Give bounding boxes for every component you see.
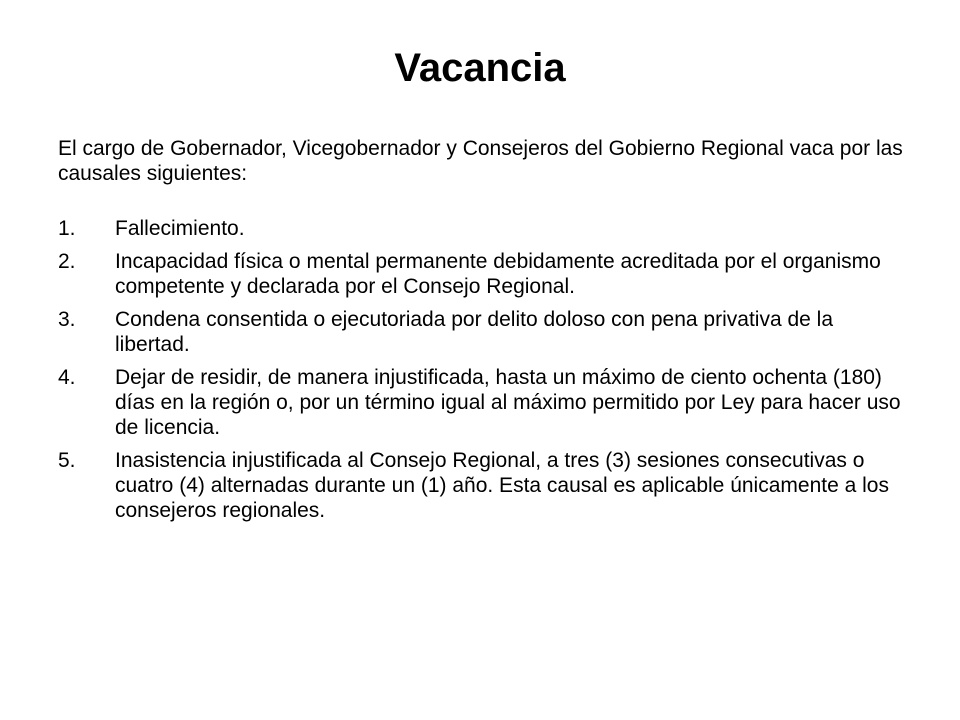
list-item-text: Condena consentida o ejecutoriada por delito doloso con pena privativa de la libertad. [115,308,833,356]
list-item [58,307,908,357]
intro-paragraph: El cargo de Gobernador, Vicegobernador y Consejeros del Gobierno Regional vaca por las causales siguientes: [58,137,903,185]
list-item-text: Inasistencia injustificada al Consejo Regional, a tres (3) sesiones consecutivas o cuatro (4) alternadas durante un (1) año. Esta causal es aplicable únicamente a los consejeros regionales. [115,449,889,522]
list-item-text: Fallecimiento. [115,217,245,240]
slide-title: Vacancia [394,46,566,90]
list-item-number: 3. [58,308,76,331]
list-item-text: Dejar de residir, de manera injustificada, hasta un máximo de ciento ochenta (180) días en la región o, por un término igual al máximo permitido por Ley para hacer uso de licencia. [115,366,901,439]
list-item-number: 5. [58,449,76,472]
list-item [58,249,908,299]
list-item-number: 1. [58,217,76,240]
list-item [58,448,908,523]
list-item-number: 2. [58,250,76,273]
list-item [58,365,908,440]
list-item-number: 4. [58,366,76,389]
list-item-text: Incapacidad física o mental permanente debidamente acreditada por el organismo competente y declarada por el Consejo Regional. [115,250,881,298]
slide-body [58,136,908,531]
causales-list [58,216,908,523]
list-item [58,216,908,241]
